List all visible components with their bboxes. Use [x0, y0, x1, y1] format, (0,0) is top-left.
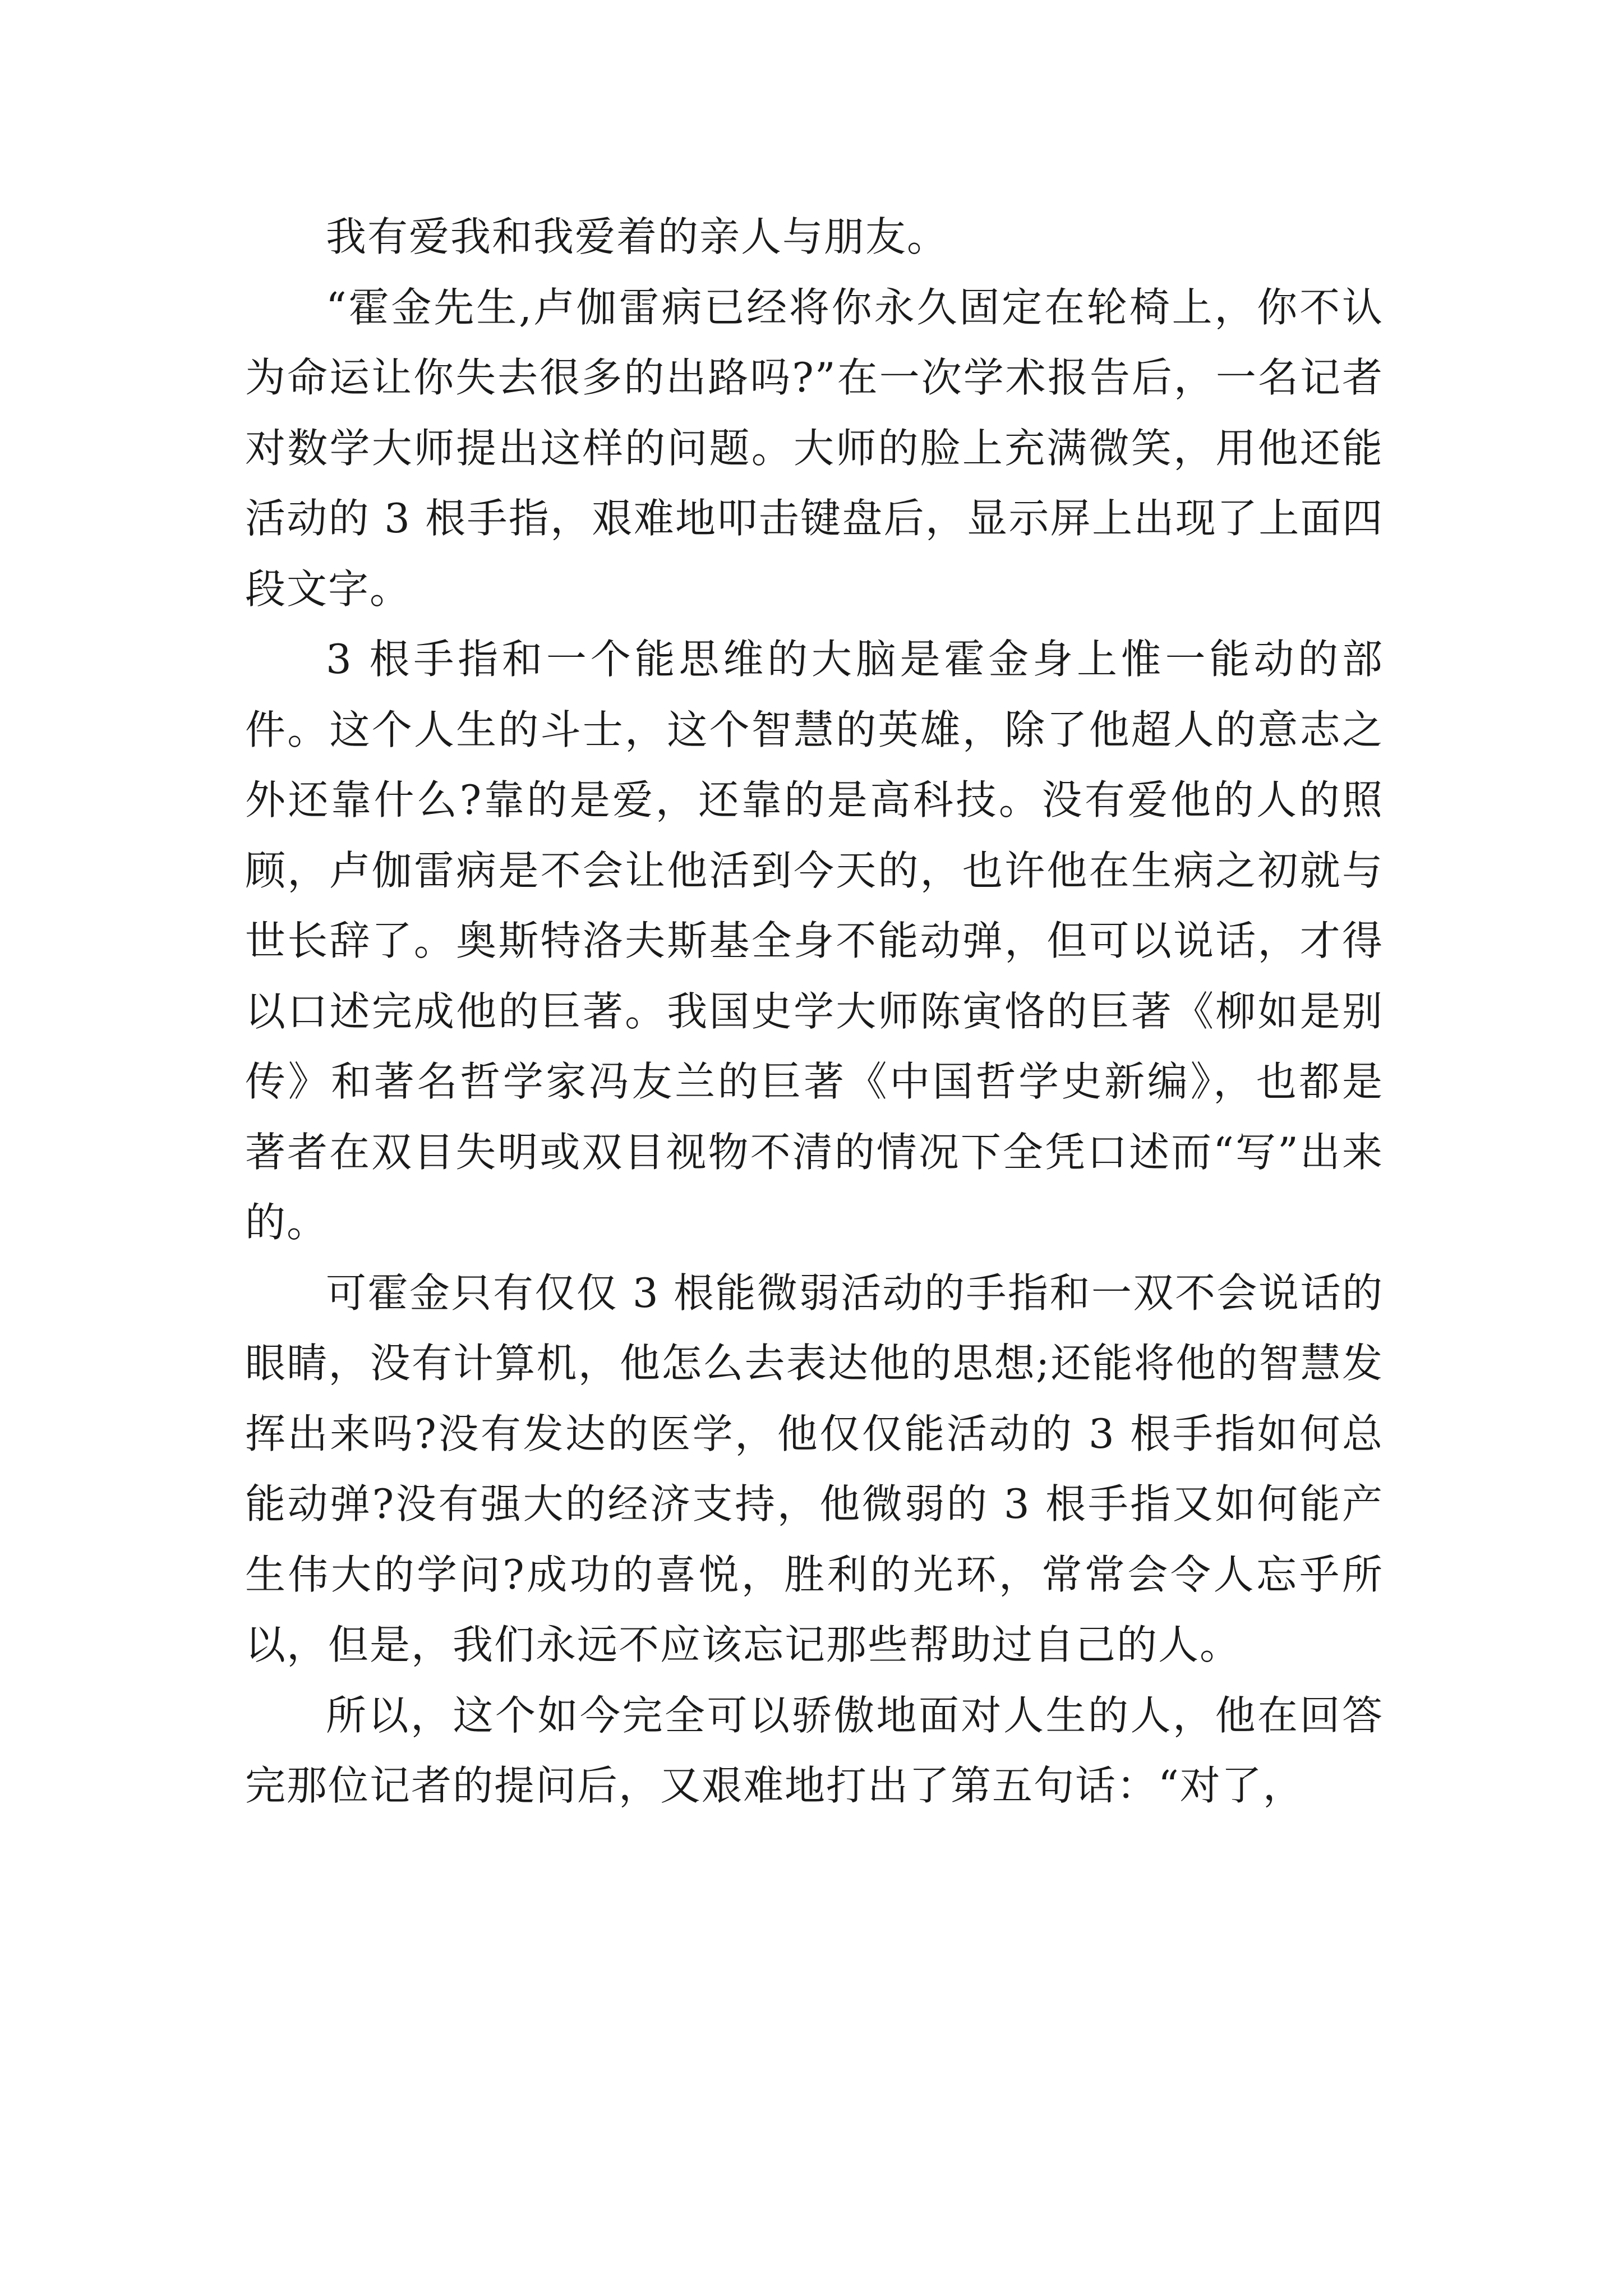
document-body [245, 202, 1384, 1821]
paragraph-2: “霍金先生,卢伽雷病已经将你永久固定在轮椅上，你不认为命运让你失去很多的出路吗?”在一次学术报告后，一名记者对数学大师提出这样的问题。大师的脸上充满微笑，用他还能活动的 3 根手指，艰难地叩击键盘后，显示屏上出现了上面四段文字。 [245, 283, 1384, 613]
paragraph-4: 可霍金只有仅仅 3 根能微弱活动的手指和一双不会说话的眼睛，没有计算机，他怎么去表达他的思想;还能将他的智慧发挥出来吗?没有发达的医学，他仅仅能活动的 3 根手指如何总能动弹?没有强大的经济支持，他微弱的 3 根手指又如何能产生伟大的学问?成功的喜悦，胜利的光环，常常会令人忘乎所以，但是，我们永远不应该忘记那些帮助过自己的人。 [245, 1269, 1384, 1668]
paragraph-3: 3 根手指和一个能思维的大脑是霍金身上惟一能动的部件。这个人生的斗士，这个智慧的英雄，除了他超人的意志之外还靠什么?靠的是爱，还靠的是高科技。没有爱他的人的照顾，卢伽雷病是不会让他活到今天的，也许他在生病之初就与世长辞了。奥斯特洛夫斯基全身不能动弹，但可以说话，才得以口述完成他的巨著。我国史学大师陈寅恪的巨著《柳如是别传》和著名哲学家冯友兰的巨著《中国哲学史新编》，也都是著者在双目失明或双目视物不清的情况下全凭口述而“写”出来的。 [245, 636, 1384, 1246]
paragraph-1: 我有爱我和我爱着的亲人与朋友。 [326, 213, 949, 260]
paragraph-5: 所以，这个如今完全可以骄傲地面对人生的人，他在回答完那位记者的提问后，又艰难地打出了第五句话：“对了， [245, 1691, 1384, 1809]
